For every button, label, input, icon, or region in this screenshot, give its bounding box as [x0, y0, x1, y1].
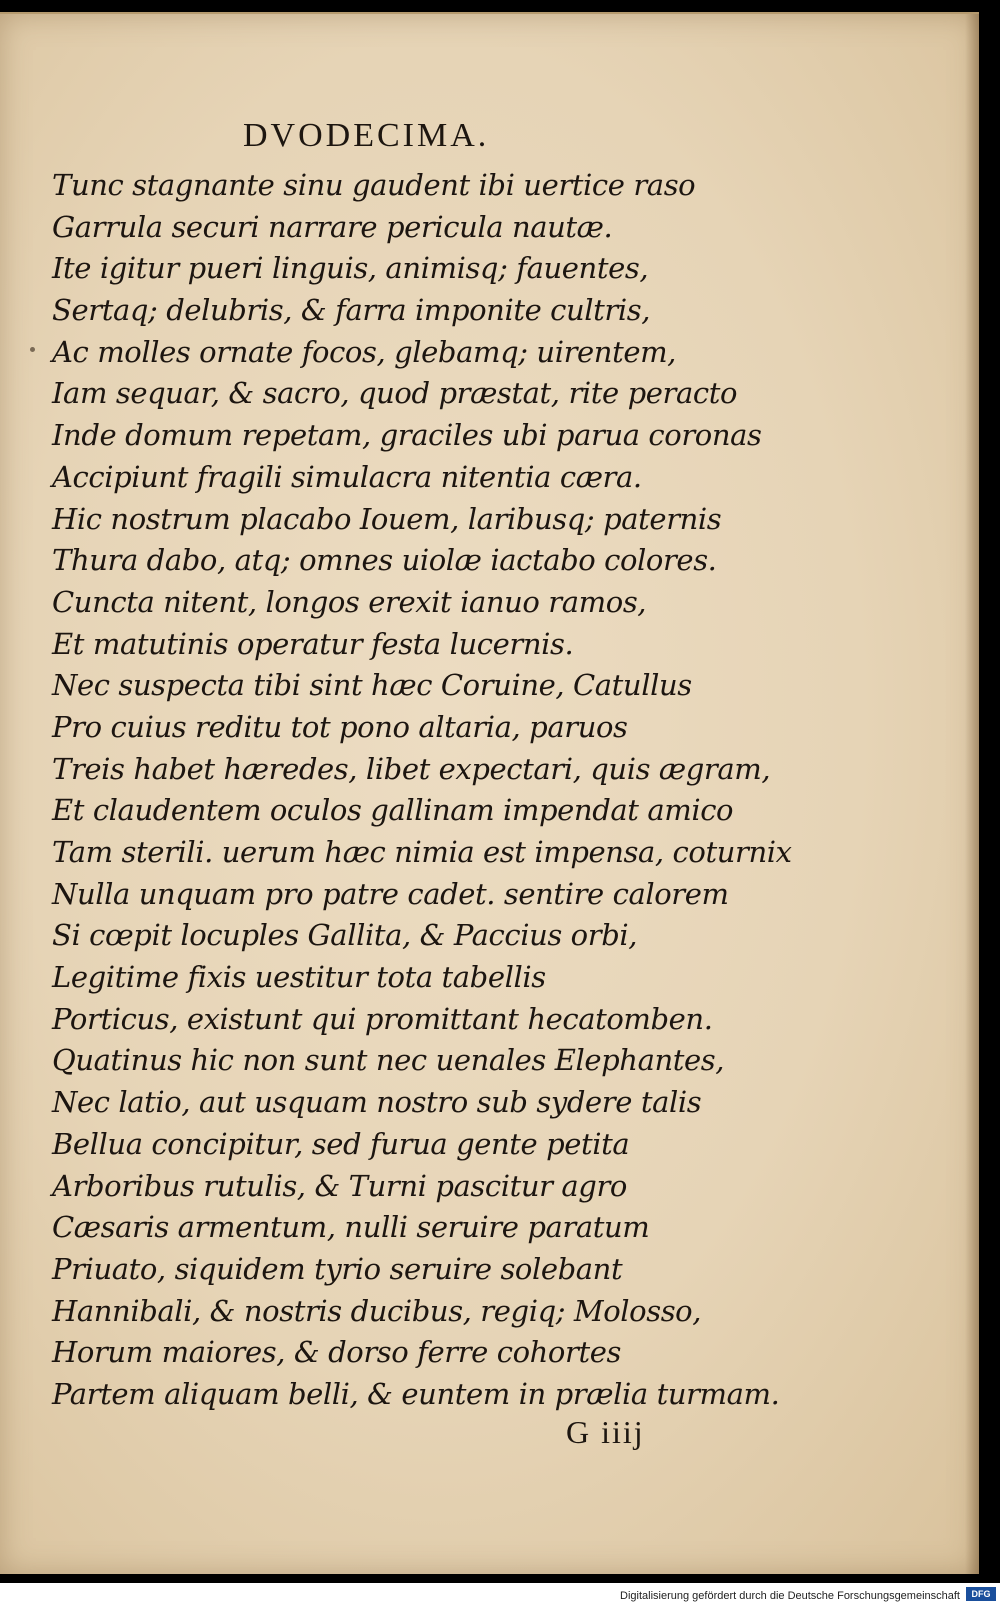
- verse-line: Accipiunt fragili simulacra nitentia cæra.: [52, 459, 642, 494]
- verse-line: Et claudentem oculos gallinam impendat amico: [52, 793, 734, 828]
- verse-line: Hic nostrum placabo Iouem, laribusq; paternis: [52, 501, 722, 536]
- verse-line: Partem aliquam belli, & euntem in prælia turmam.: [52, 1376, 780, 1411]
- verse-line: Et matutinis operatur festa lucernis.: [52, 626, 574, 661]
- margin-mark: [30, 347, 35, 352]
- footer-credit: Digitalisierung gefördert durch die Deutsche Forschungsgemeinschaft: [620, 1590, 960, 1602]
- verse-line: Ac molles ornate focos, glebamq; uirentem,: [52, 334, 677, 369]
- verse-line: Inde domum repetam, graciles ubi parua coronas: [52, 418, 762, 453]
- book-page: [0, 12, 979, 1574]
- verse-line: Treis habet hæredes, libet expectari, quis ægram,: [52, 751, 771, 786]
- verse-line: Tam sterili. uerum hæc nimia est impensa, coturnix: [52, 835, 792, 869]
- verse-line: Nulla unquam pro patre cadet. sentire calorem: [52, 876, 729, 911]
- verse-line: Nec suspecta tibi sint hæc Coruine, Catullus: [52, 668, 692, 703]
- verse-line: Quatinus hic non sunt nec uenales Elephantes,: [52, 1043, 725, 1078]
- verse-line: Horum maiores, & dorso ferre cohortes: [52, 1335, 621, 1370]
- verse-line: Cæsaris armentum, nulli seruire paratum: [52, 1210, 650, 1245]
- verse-line: Porticus, existunt qui promittant hecatomben.: [52, 1001, 713, 1036]
- page-edge-shadow: [965, 14, 979, 1574]
- verse-line: Hannibali, & nostris ducibus, regiq; Molosso,: [52, 1293, 702, 1328]
- verse-line: Pro cuius reditu tot pono altaria, paruos: [52, 709, 628, 744]
- verse-line: Iam sequar, & sacro, quod præstat, rite peracto: [52, 376, 738, 411]
- verse-line: Nec latio, aut usquam nostro sub sydere talis: [52, 1085, 702, 1120]
- verse-line: Sertaq; delubris, & farra imponite cultris,: [52, 293, 651, 328]
- verse-line: Tunc stagnante sinu gaudent ibi uertice raso: [52, 168, 696, 202]
- dfg-logo: DFG: [966, 1587, 996, 1601]
- verse-line: Garrula securi narrare pericula nautæ.: [52, 209, 613, 244]
- verse-line: Bellua concipitur, sed furua gente petita: [52, 1126, 630, 1161]
- verse-line: Legitime fixis uestitur tota tabellis: [52, 960, 546, 995]
- signature-mark: G iiij: [566, 1414, 645, 1450]
- verse-line: Cuncta nitent, longos erexit ianuo ramos,: [52, 584, 647, 619]
- footer-bar: [0, 1583, 1000, 1605]
- verse-text: [52, 165, 792, 1416]
- verse-line: Si cœpit locuples Gallita, & Paccius orbi,: [52, 918, 638, 953]
- verse-line: Arboribus rutulis, & Turni pascitur agro: [52, 1168, 627, 1203]
- verse-line: Ite igitur pueri linguis, animisq; fauentes,: [52, 251, 649, 286]
- verse-line: Thura dabo, atq; omnes uiolæ iactabo colores.: [52, 543, 717, 578]
- verse-line: Priuato, siquidem tyrio seruire solebant: [52, 1251, 623, 1286]
- running-head: DVODECIMA.: [243, 117, 490, 154]
